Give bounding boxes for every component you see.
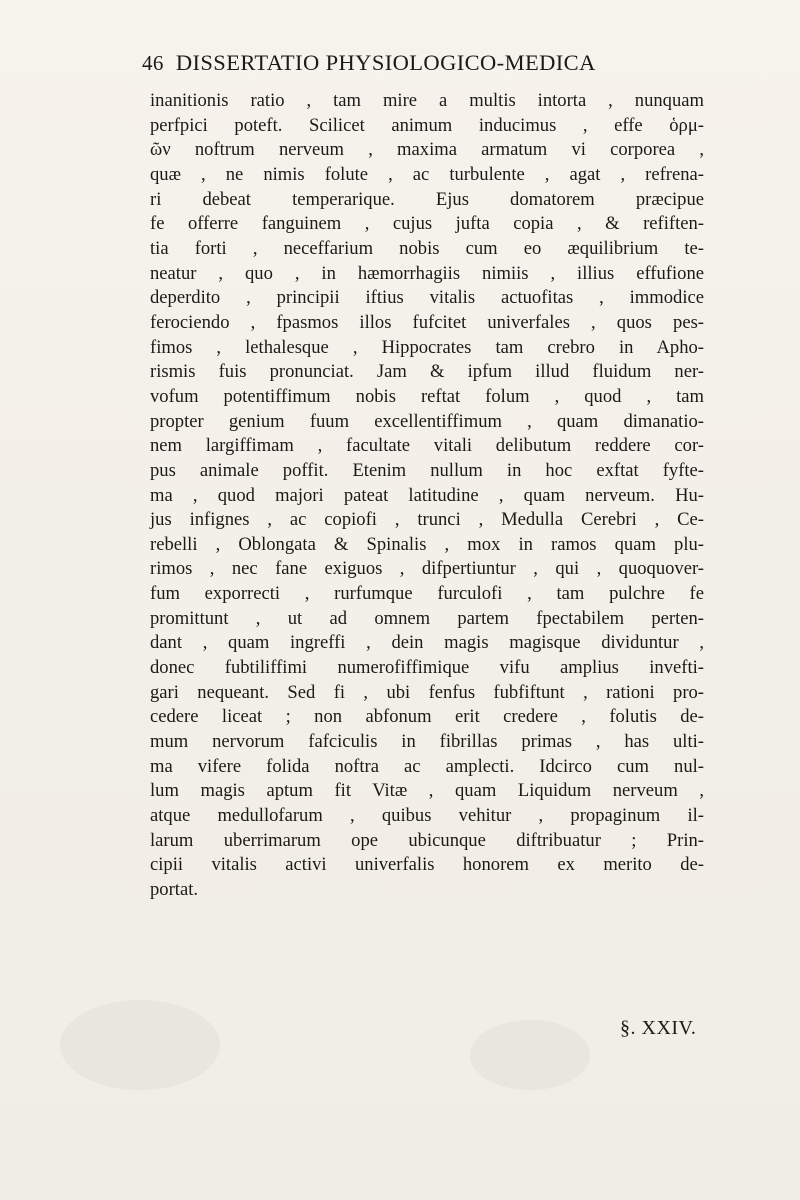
text-line: larum uberrimarum ope ubicunque diftribuatur ; Prin- [150, 829, 704, 851]
text-line: inanitionis ratio , tam mire a multis intorta , nunquam [150, 90, 704, 111]
text-line: rimos , nec fane exiguos , difpertiuntur , qui , quoquover- [150, 558, 704, 580]
text-line: ma , quod majori pateat latitudine , quam nerveum. Hu- [150, 484, 704, 506]
text-line: gari nequeant. Sed fi , ubi fenfus fubfiftunt , rationi pro- [150, 681, 704, 703]
text-line: donec fubtiliffimi numerofiffimique vifu amplius invefti- [150, 657, 704, 679]
text-line: atque medullofarum , quibus vehitur , propaginum il- [150, 805, 704, 827]
running-title: DISSERTATIO PHYSIOLOGICO-MEDICA [175, 50, 596, 75]
text-line: portat. [150, 879, 199, 900]
text-line: cedere liceat ; non abfonum erit credere , folutis de- [150, 706, 704, 728]
text-line: neatur , quo , in hæmorrhagiis nimiis , illius effufione [150, 262, 704, 284]
text-line: ma vifere folida noftra ac amplecti. Idcirco cum nul- [150, 755, 704, 777]
text-line: dant , quam ingreffi , dein magis magisque dividuntur , [150, 632, 704, 654]
text-line: jus infignes , ac copiofi , trunci , Medulla Cerebri , Ce- [150, 509, 704, 531]
text-line: fum exporrecti , rurfumque furculofi , tam pulchre fe [150, 583, 704, 605]
text-line: pus animale poffit. Etenim nullum in hoc exftat fyfte- [150, 459, 704, 481]
text-line: vofum potentiffimum nobis reftat folum , quod , tam [150, 385, 704, 407]
text-line: rismis fuis pronunciat. Jam & ipfum illud fluidum ner- [150, 361, 704, 383]
text-line: ferociendo , fpasmos illos fufcitet univerfales , quos pes- [150, 311, 704, 333]
text-line: quæ , ne nimis folute , ac turbulente , agat , refrena- [150, 163, 704, 185]
text-line: deperdito , principii iftius vitalis actuofitas , immodice [150, 287, 704, 309]
catchword: §. XXIV. [620, 1017, 697, 1039]
text-line: tia forti , neceffarium nobis cum eo æquilibrium te- [150, 237, 704, 259]
paper-stain [470, 1020, 590, 1090]
text-line: ῶν noftrum nerveum , maxima armatum vi corporea , [150, 139, 704, 161]
main-paragraph [150, 89, 704, 903]
text-line: fimos , lethalesque , Hippocrates tam crebro in Apho- [150, 336, 704, 358]
text-line: lum magis aptum fit Vitæ , quam Liquidum nerveum , [150, 780, 704, 802]
text-line: nem largiffimam , facultate vitali delibutum reddere cor- [150, 435, 704, 457]
text-line: cipii vitalis activi univerfalis honorem ex merito de- [150, 854, 704, 876]
page-number: 46 [142, 51, 164, 75]
text-line: propter genium fuum excellentiffimum , quam dimanatio- [150, 410, 704, 432]
paper-stain [60, 1000, 220, 1090]
text-line: mum nervorum fafciculis in fibrillas primas , has ulti- [150, 731, 704, 753]
text-line: promittunt , ut ad omnem partem fpectabilem perten- [150, 607, 704, 629]
text-line: perfpici poteft. Scilicet animum inducimus , effe ὁρμ- [150, 114, 704, 136]
text-line: rebelli , Oblongata & Spinalis , mox in ramos quam plu- [150, 533, 704, 555]
running-header [142, 50, 702, 76]
text-line: ri debeat temperarique. Ejus domatorem præcipue [150, 188, 704, 210]
text-line: fe offerre fanguinem , cujus jufta copia , & refiften- [150, 213, 704, 235]
